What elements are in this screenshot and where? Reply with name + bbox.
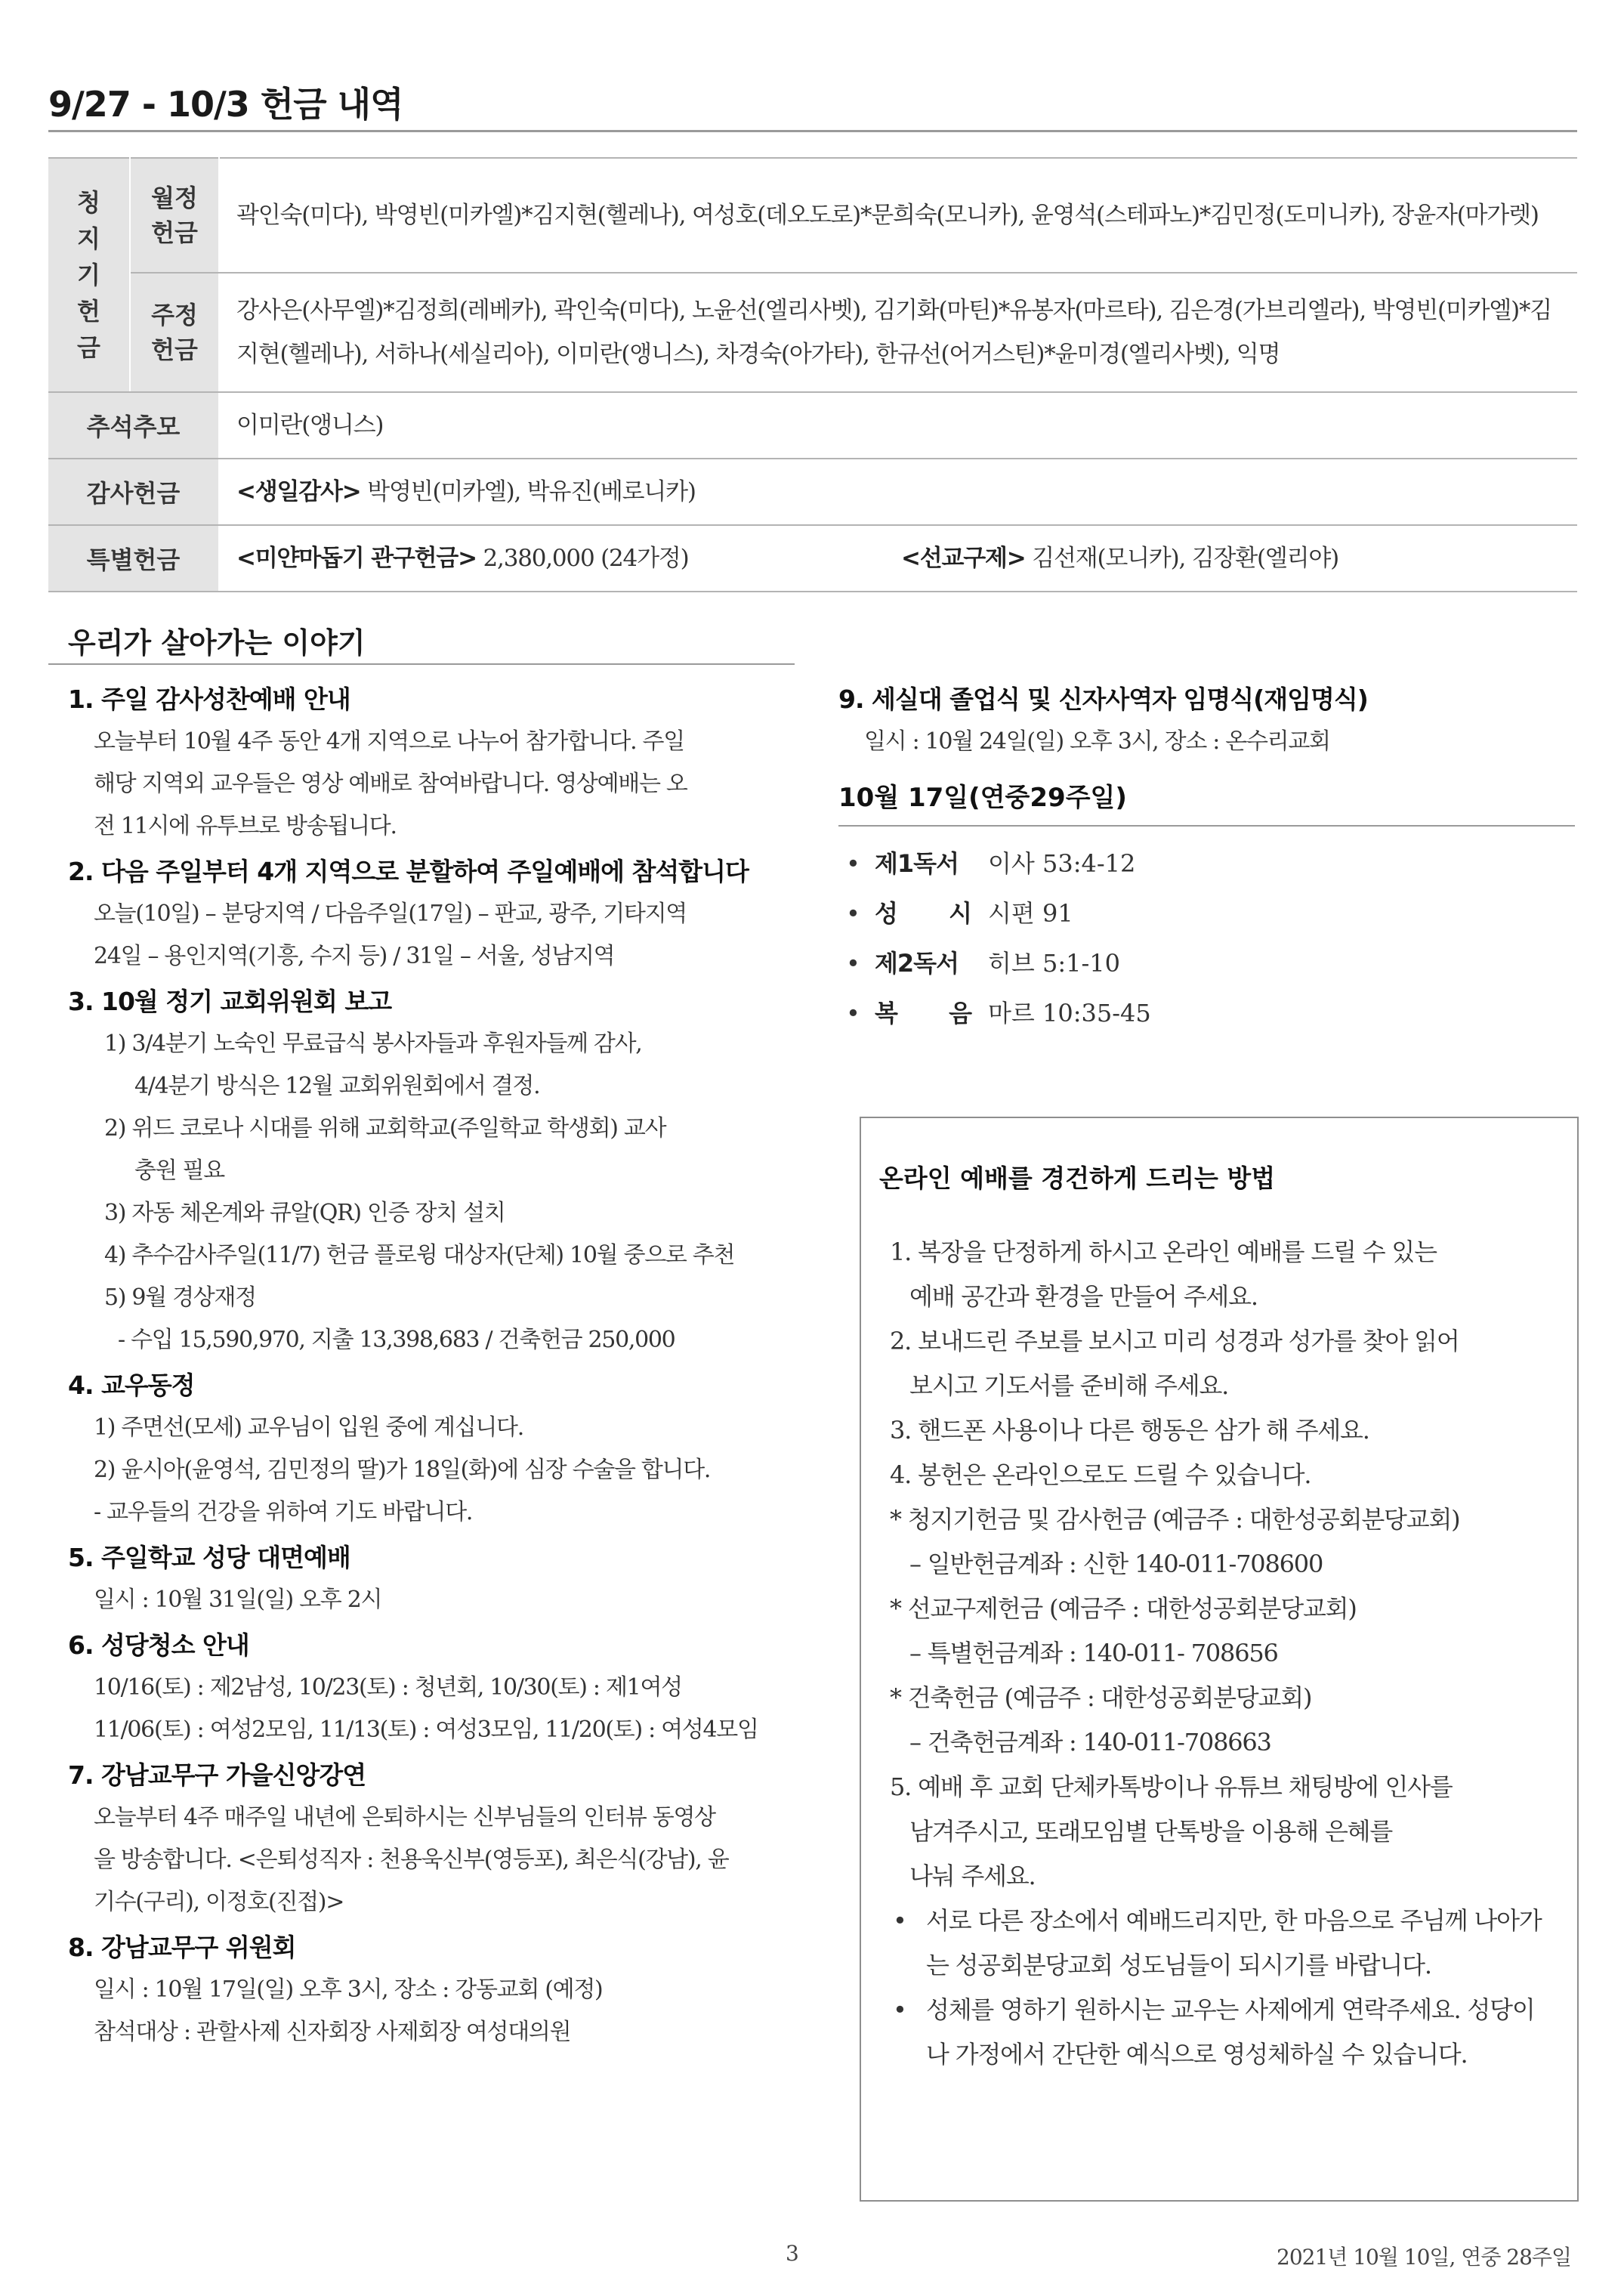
title-divider [48,130,1577,132]
news-line: 오늘(10일) – 분당지역 / 다음주일(17일) – 판교, 광주, 기타지역 [94,901,687,927]
table-row [48,273,1577,392]
news-heading: 5. 주일학교 성당 대면예배 [68,1543,350,1572]
news-line: 5) 9월 경상재정 [104,1284,256,1311]
weekly-offering-label [130,273,219,392]
news-line: 일시 : 10월 31일(일) 오후 2시 [94,1587,382,1613]
news-heading: 8. 강남교무구 위원회 [68,1933,296,1962]
special-label: 특별헌금 [48,525,219,592]
news-line: - 수입 15,590,970, 지출 13,398,683 / 건축헌금 250,000 [118,1327,675,1353]
label-line: 월정 [151,184,198,212]
news-line: 11/06(토) : 여성2모임, 11/13(토) : 여성3모임, 11/20(토) : 여성4모임 [94,1717,758,1743]
label-line: 헌금 [151,335,198,364]
news-line: 일시 : 10월 24일(일) 오후 3시, 장소 : 온수리교회 [864,728,1330,755]
online-line: – 일반헌금계좌 : 신한 140-011-708600 [909,1550,1323,1578]
news-body [68,1023,793,1361]
news-line: 2) 위드 코로나 시대를 위해 교회학교(주일학교 학생회) 교사 [104,1115,666,1142]
weekly-offering-donors: 강사은(사무엘)*김정희(레베카), 곽인숙(미다), 노윤선(엘리사벳), 김기화(마틴)*유봉자(마르타), 김은경(가브리엘라), 박영빈(미카엘)*김지현(헬레나), 서하나(세실리아), 이미란(앵니스), 차경숙(아가타), 한규선(어거스틴)*윤미경(엘리사벳), 익명 [219,273,1577,392]
tithe-label-char: 헌 [77,297,100,326]
news-item [68,981,793,1361]
news-line: 을 방송합니다. <은퇴성직자 : 천용욱신부(영등포), 최은식(강남), 윤 [94,1846,729,1873]
news-line: 1) 주면선(모세) 교우님이 입원 중에 계십니다. [94,1414,523,1441]
news-body [838,721,1577,763]
news-heading: 9. 세실대 졸업식 및 신자사역자 임명식(재임명식) [838,685,1368,714]
online-line: 남겨주시고, 또래모임별 단톡방을 이용해 은혜를 [909,1817,1393,1846]
news-heading: 3. 10월 정기 교회위원회 보고 [68,987,392,1016]
reading-value: 마르 10:35-45 [988,999,1151,1028]
memorial-donors: 이미란(앵니스) [219,392,1577,459]
thanks-tag: <생일감사> [236,478,361,505]
news-line: - 교우들의 건강을 위하여 기도 바랍니다. [94,1499,473,1525]
news-line: 오늘부터 10월 4주 동안 4개 지역으로 나누어 참가합니다. 주일 [94,728,684,755]
bullet: • [846,899,860,928]
online-line: – 건축헌금계좌 : 140-011-708663 [909,1728,1271,1757]
online-worship-title: 온라인 예배를 경건하게 드리는 방법 [879,1163,1276,1193]
special-tag-myanmar: <미얀마돕기 관구헌금> [236,545,477,572]
table-row [48,158,1577,273]
label-line: 헌금 [151,218,198,247]
section-title-stories: 우리가 살아가는 이야기 [68,626,366,660]
news-body [68,1667,793,1751]
reading-value: 이사 53:4-12 [988,849,1136,878]
online-line: 나눠 주세요. [909,1862,1036,1890]
online-line: 3. 핸드폰 사용이나 다른 행동은 삼가 해 주세요. [890,1416,1369,1445]
online-worship-box [860,1117,1579,2202]
news-body [68,1797,793,1924]
news-item [68,1927,793,2054]
page-number: 3 [786,2241,799,2266]
thanks-label: 감사헌금 [48,459,219,525]
news-column-right [838,678,1577,1038]
news-item [68,1364,793,1534]
reading-label [875,888,988,938]
online-line: * 건축헌금 (예금주 : 대한성공회분당교회) [890,1683,1312,1712]
news-line: 기수(구리), 이정호(진접)> [94,1889,344,1915]
online-line: 1. 복장을 단정하게 하시고 온라인 예배를 드릴 수 있는 [890,1238,1437,1266]
offering-table [48,157,1577,592]
news-line: 3) 자동 체온계와 큐알(QR) 인증 장치 설치 [104,1200,505,1226]
news-line: 참석대상 : 관할사제 신자회장 사제회장 여성대의원 [94,2019,571,2045]
news-body [68,721,793,848]
online-line: – 특별헌금계좌 : 140-011- 708656 [909,1639,1278,1667]
reading-row [838,839,1577,888]
online-bullet-text: 성체를 영하기 원하시는 교우는 사제에게 연락주세요. 성당이나 가정에서 간단한 예식으로 영성체하실 수 있습니다. [926,1995,1535,2069]
monthly-offering-donors: 곽인숙(미다), 박영빈(미카엘)*김지현(헬레나), 여성호(데오도로)*문희숙(모니카), 윤영석(스테파노)*김민정(도미니카), 장윤자(마가렛) [219,158,1577,273]
online-line: * 선교구제헌금 (예금주 : 대한성공회분당교회) [890,1594,1357,1623]
online-line: 예배 공간과 환경을 만들어 주세요. [909,1282,1258,1311]
news-heading: 2. 다음 주일부터 4개 지역으로 분할하여 주일예배에 참석합니다 [68,857,749,886]
news-body [68,1407,793,1534]
news-line: 1) 3/4분기 노숙인 무료급식 봉사자들과 후원자들께 감사, [104,1031,642,1057]
news-line: 24일 – 용인지역(기흥, 수지 등) / 31일 – 서울, 성남지역 [94,943,615,969]
news-item [68,678,793,848]
reading-value: 히브 5:1-10 [988,949,1121,978]
label-char: 음 [949,999,971,1028]
thanks-donors [219,459,1577,525]
special-tag-mission: <선교구제> [901,545,1026,572]
special-value-mission: 김선재(모니카), 김장환(엘리야) [1025,545,1339,572]
news-line: 일시 : 10월 17일(일) 오후 3시, 장소 : 강동교회 (예정) [94,1976,603,2003]
bullet: • [893,1906,906,1935]
online-line: 보시고 기도서를 준비해 주세요. [909,1371,1229,1400]
label-line: 주정 [151,301,198,329]
monthly-offering-label [130,158,219,273]
tithe-label-char: 금 [77,333,100,362]
section-divider [48,663,795,665]
online-line: 5. 예배 후 교회 단체카톡방이나 유튜브 채팅방에 인사를 [890,1772,1453,1801]
bullet: • [846,949,860,978]
news-body [68,1969,793,2054]
thanks-value: 박영빈(미카엘), 박유진(베로니카) [360,478,696,505]
news-line: 4/4분기 방식은 12월 교회위원회에서 결정. [134,1073,540,1099]
news-body [68,893,793,978]
special-value-myanmar: 2,380,000 (24가정) [476,545,689,572]
news-line: 10/16(토) : 제2남성, 10/23(토) : 청년회, 10/30(토) : 제1여성 [94,1674,682,1701]
online-bullet-item [879,1988,1555,2077]
news-line: 오늘부터 4주 매주일 내년에 은퇴하시는 신부님들의 인터뷰 동영상 [94,1804,715,1831]
online-line: * 청지기헌금 및 감사헌금 (예금주 : 대한성공회분당교회) [890,1505,1460,1534]
footer-date: 2021년 10월 10일, 연중 28주일 [1277,2245,1571,2270]
table-row [48,392,1577,459]
readings-title: 10월 17일(연중29주일) [838,783,1127,813]
bullet: • [846,849,860,878]
reading-label: 제2독서 [875,949,959,978]
bullet: • [893,1995,906,2024]
news-line: 2) 윤시아(윤영석, 김민정의 딸)가 18일(화)에 심장 수술을 합니다. [94,1457,711,1483]
reading-label: 제1독서 [875,849,959,878]
online-bullet-item [879,1899,1555,1988]
news-line: 4) 추수감사주일(11/7) 헌금 플로윙 대상자(단체) 10월 중으로 추천 [104,1242,735,1269]
label-char: 복 [875,999,897,1028]
readings-divider [838,825,1575,827]
page-title: 9/27 - 10/3 헌금 내역 [48,84,403,125]
tithe-label-char: 기 [77,261,100,289]
online-line: 2. 보내드린 주보를 보시고 미리 성경과 성가를 찾아 읽어 [890,1327,1459,1355]
online-bullet-text: 서로 다른 장소에서 예배드리지만, 한 마음으로 주님께 나아가는 성공회분당교회 성도님들이 되시기를 바랍니다. [926,1906,1542,1979]
table-row [48,525,1577,592]
table-row [48,459,1577,525]
label-char: 성 [875,899,897,928]
bullet: • [846,999,860,1028]
news-line: 해당 지역외 교우들은 영상 예배로 참여바랍니다. 영상예배는 오 [94,771,687,797]
news-item [838,678,1577,763]
reading-value: 시편 91 [988,899,1073,928]
reading-row [838,988,1577,1038]
news-heading: 6. 성당청소 안내 [68,1630,249,1660]
news-line: 충원 필요 [134,1157,224,1184]
tithe-label [48,158,130,392]
news-column-left [68,678,793,2054]
news-item [68,1537,793,1621]
news-line: 전 11시에 유투브로 방송됩니다. [94,813,397,839]
online-line: 4. 봉헌은 온라인으로도 드릴 수 있습니다. [890,1460,1311,1489]
tithe-label-char: 청 [77,188,100,217]
reading-label [875,988,988,1038]
news-body [68,1579,793,1621]
news-item [68,1624,793,1751]
reading-row [838,888,1577,938]
label-char: 시 [949,899,971,928]
special-donors [219,525,1577,592]
news-heading: 1. 주일 감사성찬예배 안내 [68,685,350,714]
news-item [68,851,793,978]
news-heading: 7. 강남교무구 가을신앙강연 [68,1760,366,1790]
news-heading: 4. 교우동정 [68,1371,195,1400]
memorial-label: 추석추모 [48,392,219,459]
news-item [68,1754,793,1924]
reading-row [838,938,1577,988]
tithe-label-char: 지 [77,224,100,253]
